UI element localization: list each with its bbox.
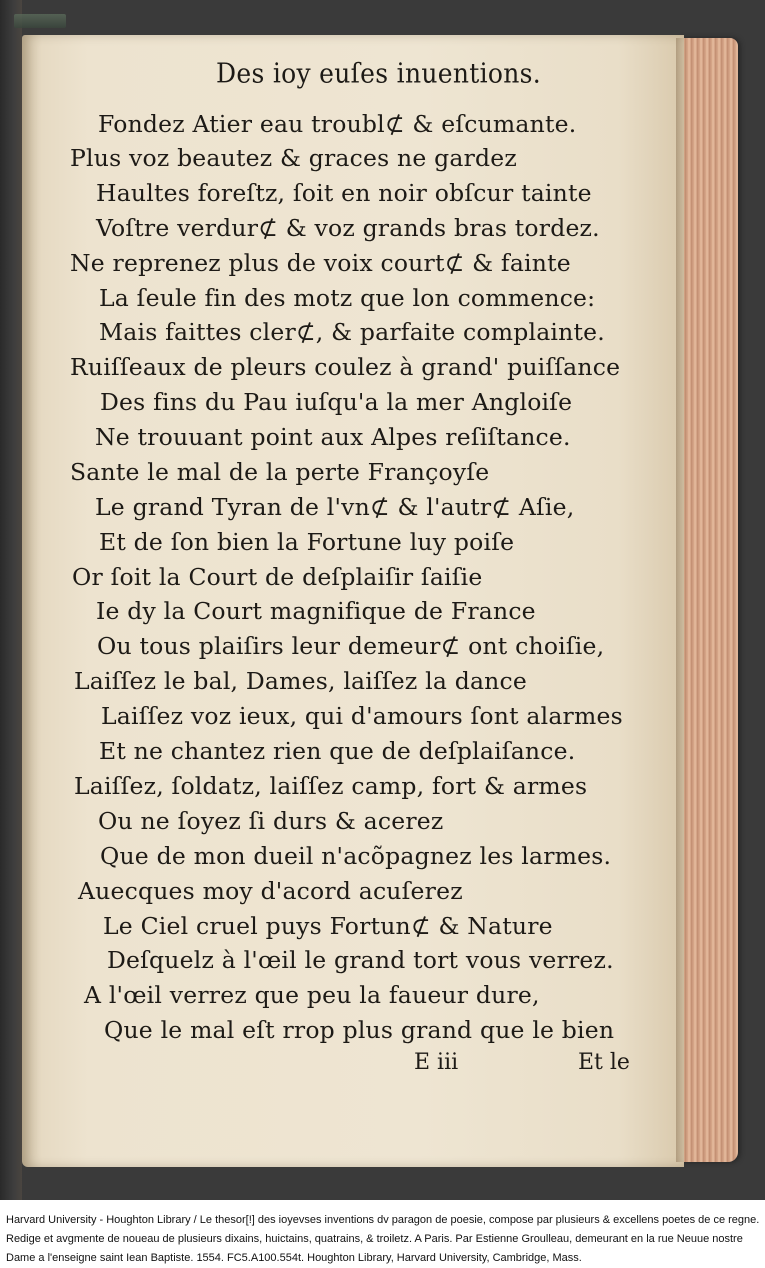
verse-line: Or ſoit la Court de deſplaiſir ſaiſie xyxy=(72,563,483,591)
verse-line: Fondez Atier eau troubl⊄ & eſcumante. xyxy=(98,110,577,138)
verse-line: Que le mal eſt rrop plus grand que le bien xyxy=(104,1016,615,1044)
verse-line: Plus voz beautez & graces ne gardez xyxy=(70,144,517,172)
verse-line: Ou tous plaiſirs leur demeur⊄ ont choiſie, xyxy=(97,632,605,660)
verse-line: Laiſſez, ſoldatz, laiſſez camp, fort & armes xyxy=(74,772,588,800)
catchword: Et le xyxy=(578,1050,630,1075)
verse-line: Sante le mal de la perte Françoyſe xyxy=(70,458,490,486)
page-fore-edge xyxy=(680,38,738,1162)
signature-mark: E iii xyxy=(414,1050,459,1075)
verse-line: Que de mon dueil n'acõpagnez les larmes. xyxy=(100,842,612,870)
verse-line: Le Ciel cruel puys Fortun⊄ & Nature xyxy=(103,912,553,940)
verse-line: Mais faittes cler⊄, & parfaite complainte. xyxy=(99,318,605,346)
verse-line: A l'œil verrez que peu la faueur dure, xyxy=(84,981,540,1009)
verse-line: Et ne chantez rien que de deſplaiſance. xyxy=(99,737,576,765)
verse-line: Laiſſez voz ieux, qui d'amours ſont alarmes xyxy=(101,702,623,730)
running-head: Des ioy euſes inuentions. xyxy=(216,57,542,90)
verse-line: Ne reprenez plus de voix court⊄ & fainte xyxy=(70,249,571,277)
verse-line: Deſquelz à l'œil le grand tort vous verrez. xyxy=(107,946,614,974)
verse-line: Ruiſſeaux de pleurs coulez à grand' puiſſance xyxy=(70,353,621,381)
verse-line: Des fins du Pau iuſqu'a la mer Angloiſe xyxy=(100,388,573,416)
verse-line: Auecques moy d'acord acuſerez xyxy=(78,877,463,905)
verse-line: La ſeule fin des motz que lon commence: xyxy=(99,284,596,312)
verse-line: Ne trouuant point aux Alpes reſiſtance. xyxy=(95,423,571,451)
image-caption: Harvard University - Houghton Library / Le thesor[!] des ioyevses inventions dv paragon de poesie, compose par plusieurs & excellens poetes de ce regne. Redige et avgmente de noueau de plusieurs dixains, huictains, quatrains, & troiletz. A Paris. Par Estienne Groulleau, demeurant en la rue Neuue nostre Dame a l'enseigne saint Iean Baptiste. 1554. FC5.A100.554t. Houghton Library, Harvard University, Cambridge, Mass. xyxy=(6,1214,760,1264)
verse-line: Voſtre verdur⊄ & voz grands bras tordez. xyxy=(96,214,600,242)
verse-line: Laiſſez le bal, Dames, laiſſez la dance xyxy=(74,667,527,695)
verse-line: Le grand Tyran de l'vn⊄ & l'autr⊄ Aſie, xyxy=(95,493,575,521)
verse-line: Haultes foreſtz, ſoit en noir obſcur tainte xyxy=(96,179,592,207)
verse-line: Ou ne ſoyez ſi durs & acerez xyxy=(98,807,444,835)
verse-line: Et de ſon bien la Fortune luy poiſe xyxy=(99,528,515,556)
verse-line: Ie dy la Court magnifique de France xyxy=(96,597,536,625)
